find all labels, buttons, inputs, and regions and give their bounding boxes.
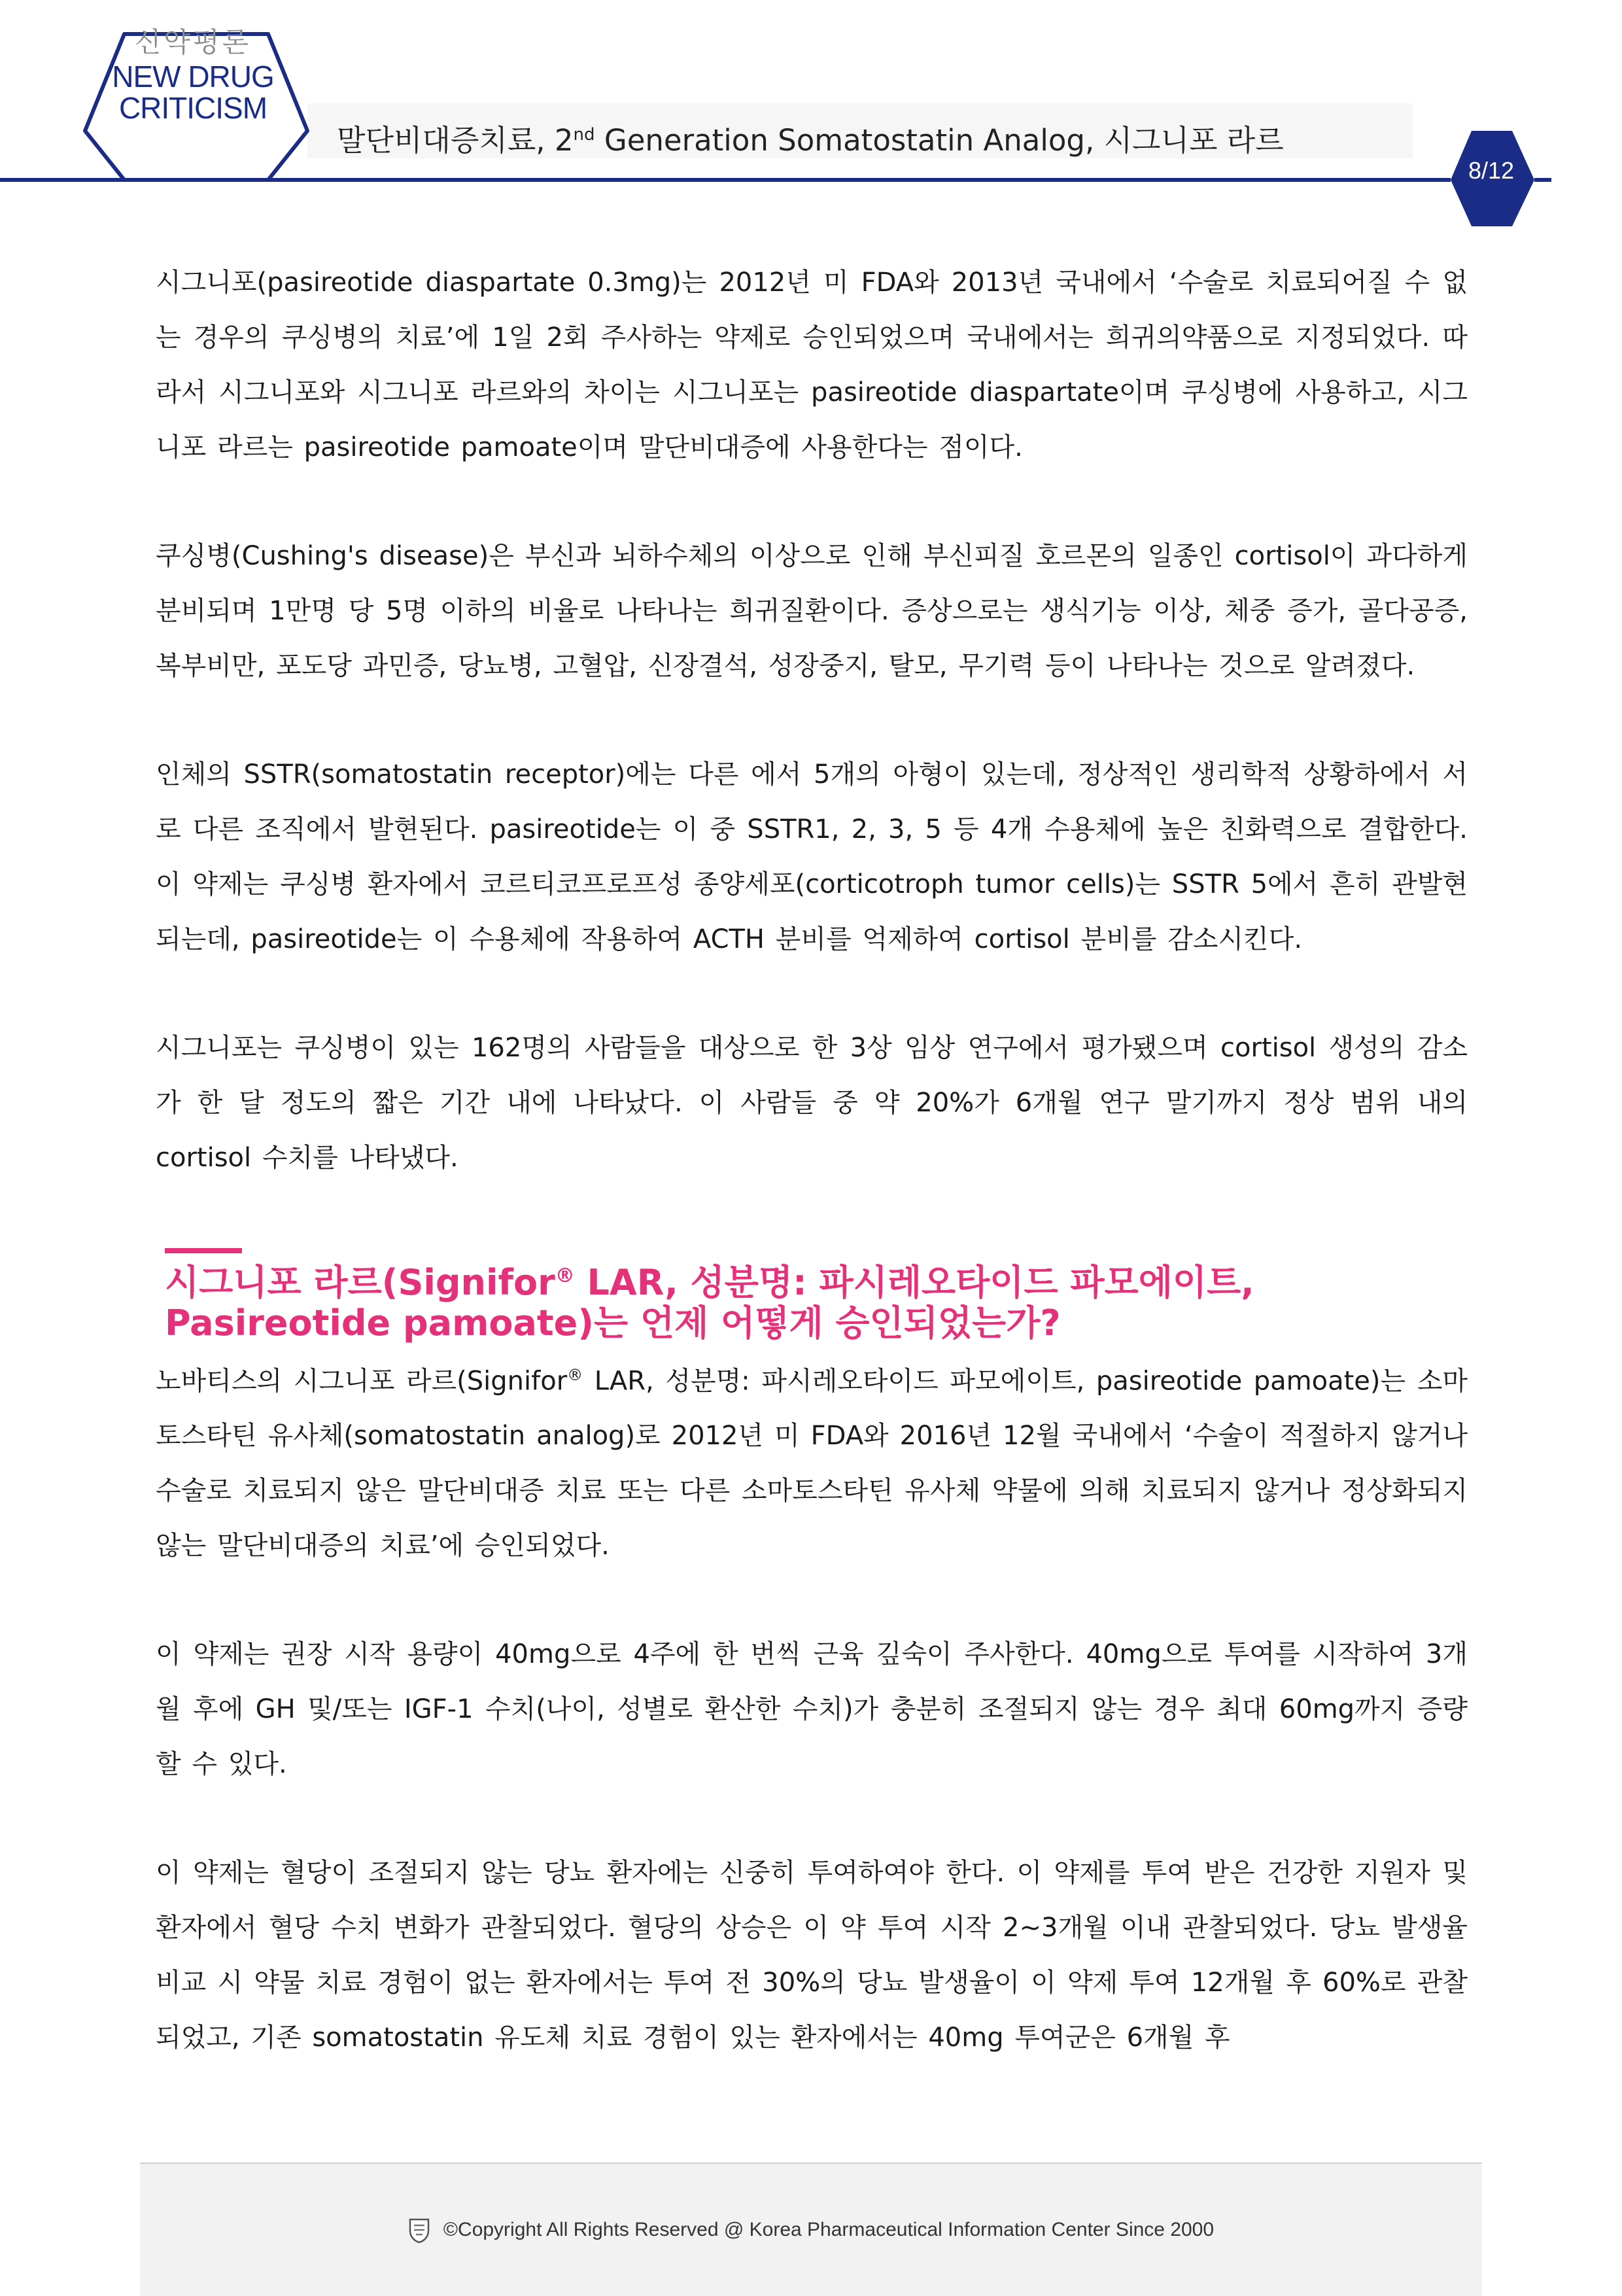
paragraph-7: 이 약제는 혈당이 조절되지 않는 당뇨 환자에는 신중히 투여하여야 한다. 이 약제를 투여 받은 건강한 지원자 및 환자에서 혈당 수치 변화가 관찰되었다. 혈당의 상승은 이 약 투여 시작 2~3개월 이내 관찰되었다. 당뇨 발생율 비교 시 약물 치료 경험이 없는 환자에서는 투여 전 30%의 당뇨 발생율이 이 약제 투여 12개월 후 60%로 관찰되었고, 기존 somatostatin 유도체 치료 경험이 있는 환자에서는 40mg 투여군은 6개월 후	[156, 1858, 1468, 2053]
footer-text-row	[140, 2218, 1482, 2244]
paragraph-3: 인체의 SSTR(somatostatin receptor)에는 다른 에서 5개의 아형이 있는데, 정상적인 생리학적 상황하에서 서로 다른 조직에서 발현된다. pasireotide는 이 중 SSTR1, 2, 3, 5 등 4개 수용체에 높은 친화력으로 결합한다. 이 약제는 쿠싱병 환자에서 코르티코프로프성 종양세포(corticotroph tumor cells)는 SSTR 5에서 흔히 관발현되는데, pasireotide는 이 수용체에 작용하여 ACTH 분비를 억제하여 cortisol 분비를 감소시킨다.	[156, 759, 1468, 954]
registered-mark: ®	[555, 1264, 575, 1287]
paragraph-4: 시그니포는 쿠싱병이 있는 162명의 사람들을 대상으로 한 3상 임상 연구에서 평가됐으며 cortisol 생성의 감소가 한 달 정도의 짧은 기간 내에 나타났다. 이 사람들 중 약 20%가 6개월 연구 말기까지 정상 범위 내의 cortisol 수치를 나타냈다.	[156, 1033, 1468, 1173]
section-title	[156, 1256, 1468, 1344]
header-title-pre: 말단비대증치료, 2	[337, 123, 574, 158]
page-number: 8/12	[1468, 157, 1515, 184]
main-content	[156, 255, 1468, 2065]
brand-english-line1: NEW DRUG	[112, 60, 274, 94]
section-title-part-b: LAR, 성분명: 파시레오타이드 파모에이트,	[574, 1262, 1254, 1303]
section-title-line2: Pasireotide pamoate)는 언제 어떻게 승인되었는가?	[165, 1302, 1061, 1344]
shield-icon	[408, 2218, 430, 2244]
paragraph-1: 시그니포(pasireotide diaspartate 0.3mg)는 2012년 미 FDA와 2013년 국내에서 ‘수술로 치료되어질 수 없는 경우의 쿠싱병의 치료’에 1일 2회 주사하는 약제로 승인되었으며 국내에서는 희귀의약품으로 지정되었다. 따라서 시그니포와 시그니포 라르와의 차이는 시그니포는 pasireotide diaspartate이며 쿠싱병에 사용하고, 시그니포 라르는 pasireotide pamoate이며 말단비대증에 사용한다는 점이다.	[156, 268, 1468, 462]
paragraph-5	[156, 1348, 1468, 1573]
registered-mark: ®	[567, 1366, 583, 1384]
brand-korean: 신약평론	[134, 27, 252, 58]
paragraph-6: 이 약제는 권장 시작 용량이 40mg으로 4주에 한 번씩 근육 깊숙이 주사한다. 40mg으로 투여를 시작하여 3개월 후에 GH 및/또는 IGF-1 수치(나이, 성별로 환산한 수치)가 충분히 조절되지 않는 경우 최대 60mg까지 증량 할 수 있다.	[156, 1639, 1468, 1780]
copyright-text: ©Copyright All Rights Reserved @ Korea Pharmaceutical Information Center Since 2000	[443, 2218, 1215, 2240]
header-title-post: Generation Somatostatin Analog, 시그니포 라르	[595, 123, 1284, 158]
section-title-accent-bar	[165, 1248, 242, 1253]
brand-logo	[98, 29, 288, 124]
paragraph-5-part-b: LAR, 성분명: 파시레오타이드 파모에이트, pasireotide pamoate)는 소마토스타틴 유사체(somatostatin analog)로 2012년 미 FDA와 2016년 12월 국내에서 ‘수술이 적절하지 않거나 수술로 치료되지 않은 말단비대증 치료 또는 다른 소마토스타틴 유사체 약물에 의해 치료되지 않거나 정상화되지 않는 말단비대증의 치료’에 승인되었다.	[156, 1366, 1468, 1561]
brand-english-line2: CRITICISM	[118, 91, 267, 125]
header-title	[337, 116, 1284, 159]
paragraph-2: 쿠싱병(Cushing's disease)은 부신과 뇌하수체의 이상으로 인해 부신피질 호르몬의 일종인 cortisol이 과다하게 분비되며 1만명 당 5명 이하의 비율로 나타나는 희귀질환이다. 증상으로는 생식기능 이상, 체중 증가, 골다공증, 복부비만, 포도당 과민증, 당뇨병, 고혈압, 신장결석, 성장중지, 탈모, 무기력 등이 나타나는 것으로 알려졌다.	[156, 541, 1468, 681]
footer	[140, 2163, 1482, 2296]
header-title-sup: nd	[573, 125, 595, 145]
paragraph-5-part-a: 노바티스의 시그니포 라르(Signifor	[156, 1366, 568, 1397]
section-title-part-a: 시그니포 라르(Signifor	[165, 1262, 555, 1303]
